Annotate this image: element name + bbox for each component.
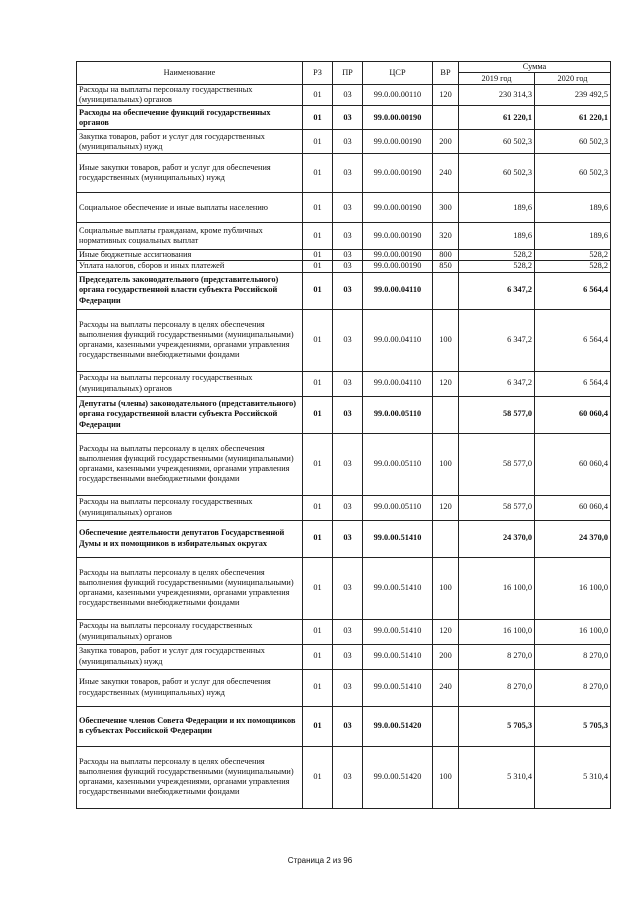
row-vr — [433, 106, 459, 130]
row-pr: 03 — [333, 746, 363, 808]
row-rz: 01 — [303, 272, 333, 309]
budget-table — [76, 61, 611, 809]
row-vr: 100 — [433, 557, 459, 619]
table-row — [77, 706, 611, 746]
row-sum-2020: 8 270,0 — [535, 644, 611, 669]
row-pr: 03 — [333, 706, 363, 746]
row-sum-2020: 6 564,4 — [535, 371, 611, 396]
row-csr: 99.0.00.51410 — [363, 644, 433, 669]
table-row — [77, 309, 611, 371]
row-rz: 01 — [303, 154, 333, 193]
row-name: Обеспечение деятельности депутатов Государственной Думы и их помощников в избирательных округах — [77, 520, 303, 557]
row-sum-2020: 60 502,3 — [535, 130, 611, 154]
row-vr: 240 — [433, 154, 459, 193]
row-csr: 99.0.00.04110 — [363, 371, 433, 396]
row-vr — [433, 520, 459, 557]
row-pr: 03 — [333, 261, 363, 272]
row-pr: 03 — [333, 130, 363, 154]
row-pr: 03 — [333, 619, 363, 644]
row-rz: 01 — [303, 130, 333, 154]
row-csr: 99.0.00.00190 — [363, 106, 433, 130]
row-csr: 99.0.00.04110 — [363, 309, 433, 371]
table-row — [77, 495, 611, 520]
row-pr: 03 — [333, 272, 363, 309]
row-name: Расходы на выплаты персоналу государственных (муниципальных) органов — [77, 371, 303, 396]
row-name: Расходы на выплаты персоналу в целях обеспечения выполнения функций государственными (муниципальными) органами, казенными учреждениями, органами управления государственными внебюджетными фондами — [77, 433, 303, 495]
row-rz: 01 — [303, 371, 333, 396]
row-name: Депутаты (члены) законодательного (представительного) органа государственной власти субъекта Российской Федерации — [77, 396, 303, 433]
row-vr: 120 — [433, 85, 459, 106]
row-sum-2020: 6 564,4 — [535, 309, 611, 371]
table-row — [77, 371, 611, 396]
row-rz: 01 — [303, 261, 333, 272]
row-sum-2019: 5 310,4 — [459, 746, 535, 808]
table-row — [77, 261, 611, 272]
row-vr: 100 — [433, 433, 459, 495]
row-rz: 01 — [303, 396, 333, 433]
table-row — [77, 272, 611, 309]
row-vr: 100 — [433, 309, 459, 371]
row-sum-2020: 6 564,4 — [535, 272, 611, 309]
row-csr: 99.0.00.00190 — [363, 154, 433, 193]
row-sum-2020: 61 220,1 — [535, 106, 611, 130]
row-vr: 200 — [433, 130, 459, 154]
row-sum-2020: 528,2 — [535, 250, 611, 261]
row-sum-2019: 58 577,0 — [459, 396, 535, 433]
row-sum-2019: 24 370,0 — [459, 520, 535, 557]
row-sum-2020: 60 502,3 — [535, 154, 611, 193]
row-vr: 120 — [433, 495, 459, 520]
row-csr: 99.0.00.51410 — [363, 669, 433, 706]
row-sum-2019: 189,6 — [459, 223, 535, 250]
row-vr: 850 — [433, 261, 459, 272]
row-name: Социальное обеспечение и иные выплаты населению — [77, 193, 303, 223]
row-csr: 99.0.00.00190 — [363, 250, 433, 261]
row-pr: 03 — [333, 250, 363, 261]
row-name: Расходы на выплаты персоналу в целях обеспечения выполнения функций государственными (муниципальными) органами, казенными учреждениями, органами управления государственными внебюджетными фондами — [77, 309, 303, 371]
row-csr: 99.0.00.00190 — [363, 130, 433, 154]
row-rz: 01 — [303, 619, 333, 644]
row-sum-2019: 8 270,0 — [459, 644, 535, 669]
row-sum-2020: 528,2 — [535, 261, 611, 272]
row-sum-2019: 6 347,2 — [459, 272, 535, 309]
row-pr: 03 — [333, 520, 363, 557]
row-sum-2019: 60 502,3 — [459, 154, 535, 193]
row-rz: 01 — [303, 433, 333, 495]
header-vr: ВР — [433, 62, 459, 85]
row-vr: 200 — [433, 644, 459, 669]
header-sum: Сумма — [459, 62, 611, 73]
row-sum-2019: 16 100,0 — [459, 557, 535, 619]
table-row — [77, 130, 611, 154]
row-pr: 03 — [333, 669, 363, 706]
row-sum-2019: 5 705,3 — [459, 706, 535, 746]
row-vr — [433, 272, 459, 309]
row-rz: 01 — [303, 669, 333, 706]
row-rz: 01 — [303, 250, 333, 261]
table-row — [77, 223, 611, 250]
row-vr: 100 — [433, 746, 459, 808]
row-sum-2020: 16 100,0 — [535, 557, 611, 619]
row-csr: 99.0.00.00110 — [363, 85, 433, 106]
header-year-2020: 2020 год — [535, 73, 611, 85]
row-vr: 300 — [433, 193, 459, 223]
table-row — [77, 619, 611, 644]
row-rz: 01 — [303, 193, 333, 223]
row-name: Уплата налогов, сборов и иных платежей — [77, 261, 303, 272]
row-name: Иные бюджетные ассигнования — [77, 250, 303, 261]
row-pr: 03 — [333, 557, 363, 619]
row-sum-2019: 230 314,3 — [459, 85, 535, 106]
row-pr: 03 — [333, 154, 363, 193]
header-rz: РЗ — [303, 62, 333, 85]
row-csr: 99.0.00.51410 — [363, 557, 433, 619]
header-csr: ЦСР — [363, 62, 433, 85]
row-name: Обеспечение членов Совета Федерации и их помощников в субъектах Российской Федерации — [77, 706, 303, 746]
row-name: Расходы на выплаты персоналу государственных (муниципальных) органов — [77, 85, 303, 106]
row-sum-2020: 239 492,5 — [535, 85, 611, 106]
row-vr: 800 — [433, 250, 459, 261]
row-sum-2020: 24 370,0 — [535, 520, 611, 557]
row-vr: 240 — [433, 669, 459, 706]
table-row — [77, 85, 611, 106]
header-year-2019: 2019 год — [459, 73, 535, 85]
row-sum-2019: 16 100,0 — [459, 619, 535, 644]
table-row — [77, 669, 611, 706]
row-csr: 99.0.00.51410 — [363, 619, 433, 644]
row-name: Иные закупки товаров, работ и услуг для обеспечения государственных (муниципальных) нужд — [77, 154, 303, 193]
row-name: Закупка товаров, работ и услуг для государственных (муниципальных) нужд — [77, 130, 303, 154]
row-sum-2019: 60 502,3 — [459, 130, 535, 154]
row-sum-2020: 5 310,4 — [535, 746, 611, 808]
row-vr: 320 — [433, 223, 459, 250]
row-csr: 99.0.00.51410 — [363, 520, 433, 557]
row-csr: 99.0.00.04110 — [363, 272, 433, 309]
row-name: Председатель законодательного (представительного) органа государственной власти субъекта Российской Федерации — [77, 272, 303, 309]
row-vr — [433, 706, 459, 746]
row-name: Расходы на выплаты персоналу в целях обеспечения выполнения функций государственными (муниципальными) органами, казенными учреждениями, органами управления государственными внебюджетными фондами — [77, 557, 303, 619]
row-sum-2019: 58 577,0 — [459, 495, 535, 520]
row-name: Расходы на обеспечение функций государственных органов — [77, 106, 303, 130]
row-sum-2019: 8 270,0 — [459, 669, 535, 706]
row-pr: 03 — [333, 433, 363, 495]
row-csr: 99.0.00.05110 — [363, 396, 433, 433]
row-name: Расходы на выплаты персоналу в целях обеспечения выполнения функций государственными (муниципальными) органами, казенными учреждениями, органами управления государственными внебюджетными фондами — [77, 746, 303, 808]
row-pr: 03 — [333, 495, 363, 520]
row-rz: 01 — [303, 644, 333, 669]
header-name: Наименование — [77, 62, 303, 85]
row-sum-2019: 189,6 — [459, 193, 535, 223]
row-csr: 99.0.00.51420 — [363, 706, 433, 746]
row-rz: 01 — [303, 309, 333, 371]
row-name: Расходы на выплаты персоналу государственных (муниципальных) органов — [77, 495, 303, 520]
table-row — [77, 250, 611, 261]
row-csr: 99.0.00.00190 — [363, 223, 433, 250]
row-vr: 120 — [433, 619, 459, 644]
row-rz: 01 — [303, 106, 333, 130]
row-pr: 03 — [333, 193, 363, 223]
row-csr: 99.0.00.00190 — [363, 193, 433, 223]
row-sum-2019: 61 220,1 — [459, 106, 535, 130]
header-pr: ПР — [333, 62, 363, 85]
row-csr: 99.0.00.05110 — [363, 433, 433, 495]
row-rz: 01 — [303, 520, 333, 557]
row-name: Расходы на выплаты персоналу государственных (муниципальных) органов — [77, 619, 303, 644]
row-rz: 01 — [303, 85, 333, 106]
row-sum-2020: 189,6 — [535, 223, 611, 250]
table-row — [77, 433, 611, 495]
row-csr: 99.0.00.51420 — [363, 746, 433, 808]
table-row — [77, 396, 611, 433]
row-rz: 01 — [303, 557, 333, 619]
row-vr: 120 — [433, 371, 459, 396]
row-name: Иные закупки товаров, работ и услуг для обеспечения государственных (муниципальных) нужд — [77, 669, 303, 706]
row-sum-2020: 16 100,0 — [535, 619, 611, 644]
row-sum-2019: 6 347,2 — [459, 371, 535, 396]
row-vr — [433, 396, 459, 433]
row-pr: 03 — [333, 309, 363, 371]
row-csr: 99.0.00.05110 — [363, 495, 433, 520]
table-body — [77, 85, 611, 808]
row-name: Социальные выплаты гражданам, кроме публичных нормативных социальных выплат — [77, 223, 303, 250]
row-csr: 99.0.00.00190 — [363, 261, 433, 272]
page-footer: Страница 2 из 96 — [287, 856, 353, 865]
row-rz: 01 — [303, 223, 333, 250]
row-pr: 03 — [333, 396, 363, 433]
table-row — [77, 520, 611, 557]
row-sum-2019: 58 577,0 — [459, 433, 535, 495]
row-sum-2020: 8 270,0 — [535, 669, 611, 706]
row-sum-2020: 60 060,4 — [535, 396, 611, 433]
row-sum-2020: 60 060,4 — [535, 495, 611, 520]
row-pr: 03 — [333, 371, 363, 396]
row-pr: 03 — [333, 223, 363, 250]
row-sum-2019: 528,2 — [459, 261, 535, 272]
table-row — [77, 193, 611, 223]
row-rz: 01 — [303, 706, 333, 746]
row-sum-2020: 189,6 — [535, 193, 611, 223]
table-row — [77, 644, 611, 669]
row-sum-2020: 60 060,4 — [535, 433, 611, 495]
row-sum-2019: 528,2 — [459, 250, 535, 261]
row-pr: 03 — [333, 644, 363, 669]
row-pr: 03 — [333, 106, 363, 130]
row-rz: 01 — [303, 746, 333, 808]
row-rz: 01 — [303, 495, 333, 520]
row-sum-2019: 6 347,2 — [459, 309, 535, 371]
table-row — [77, 154, 611, 193]
row-name: Закупка товаров, работ и услуг для государственных (муниципальных) нужд — [77, 644, 303, 669]
table-row — [77, 746, 611, 808]
table-row — [77, 557, 611, 619]
table-row — [77, 106, 611, 130]
row-pr: 03 — [333, 85, 363, 106]
row-sum-2020: 5 705,3 — [535, 706, 611, 746]
